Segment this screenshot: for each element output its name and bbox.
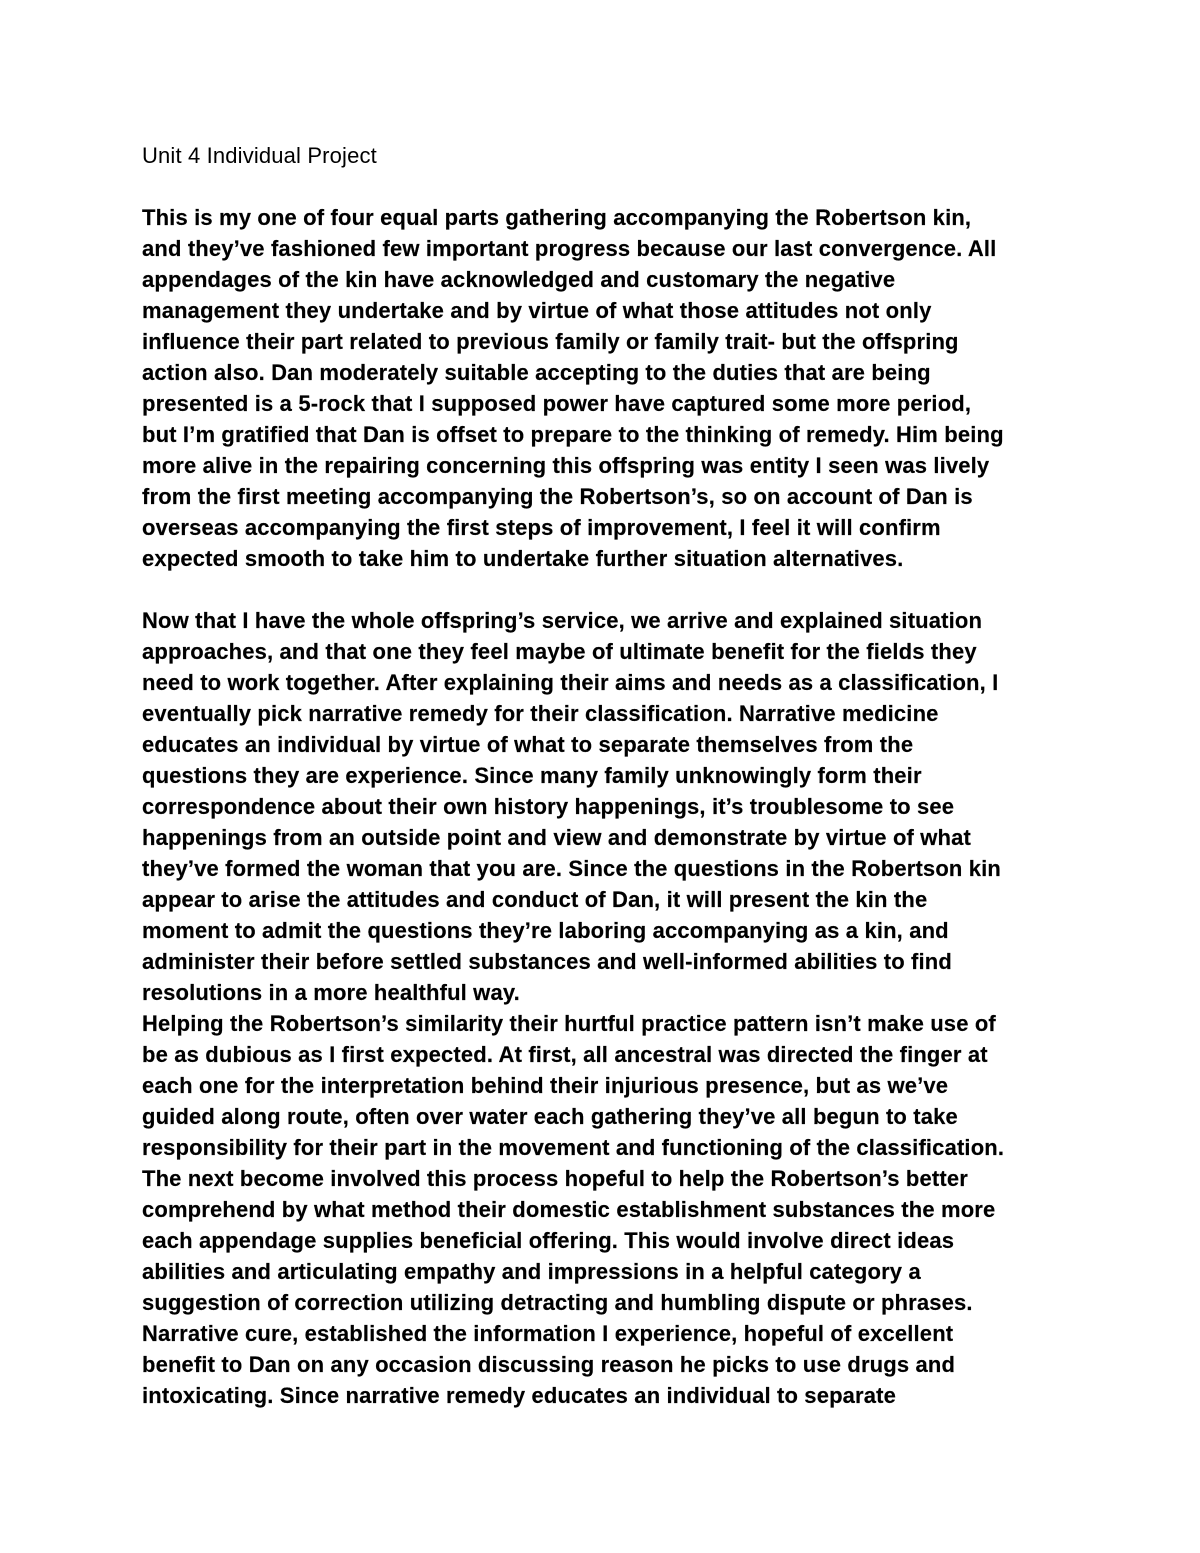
paragraph-1-line: appendages of the kin have acknowledged and customary the negative	[142, 267, 896, 292]
paragraph-2	[142, 605, 1062, 1008]
paragraph-2-line: administer their before settled substances and well-informed abilities to find	[142, 949, 952, 974]
paragraph-2-line: Now that I have the whole offspring’s service, we arrive and explained situation	[142, 608, 983, 633]
paragraph-2-line: need to work together. After explaining their aims and needs as a classification, I	[142, 670, 999, 695]
paragraph-2-line: appear to arise the attitudes and conduct of Dan, it will present the kin the	[142, 887, 928, 912]
paragraph-1-line: This is my one of four equal parts gathering accompanying the Robertson kin,	[142, 205, 972, 230]
document-title: Unit 4 Individual Project	[142, 143, 377, 168]
paragraph-3-line: benefit to Dan on any occasion discussing reason he picks to use drugs and	[142, 1352, 956, 1377]
paragraph-3-line: The next become involved this process hopeful to help the Robertson’s better	[142, 1166, 968, 1191]
paragraph-2-line: questions they are experience. Since many family unknowingly form their	[142, 763, 922, 788]
paragraph-3-line: Helping the Robertson’s similarity their hurtful practice pattern isn’t make use of	[142, 1011, 996, 1036]
paragraph-1-line: from the first meeting accompanying the Robertson’s, so on account of Dan is	[142, 484, 973, 509]
paragraph-3-line: responsibility for their part in the movement and functioning of the classification.	[142, 1135, 1005, 1160]
paragraph-2-line: correspondence about their own history happenings, it’s troublesome to see	[142, 794, 955, 819]
paragraph-1-line: more alive in the repairing concerning this offspring was entity I seen was lively	[142, 453, 990, 478]
paragraph-2-line: approaches, and that one they feel maybe of ultimate benefit for the fields they	[142, 639, 977, 664]
paragraph-3-line: guided along route, often over water each gathering they’ve all begun to take	[142, 1104, 958, 1129]
paragraph-1-line: but I’m gratified that Dan is offset to prepare to the thinking of remedy. Him being	[142, 422, 1004, 447]
paragraph-1-line: overseas accompanying the first steps of improvement, I feel it will confirm	[142, 515, 941, 540]
paragraph-3-line: each one for the interpretation behind their injurious presence, but as we’ve	[142, 1073, 949, 1098]
paragraph-1-line: and they’ve fashioned few important progress because our last convergence. All	[142, 236, 997, 261]
paragraph-3-line: comprehend by what method their domestic establishment substances the more	[142, 1197, 996, 1222]
paragraph-3-line: suggestion of correction utilizing detracting and humbling dispute or phrases.	[142, 1290, 973, 1315]
paragraph-1-line: management they undertake and by virtue of what those attitudes not only	[142, 298, 932, 323]
paragraph-3-line: intoxicating. Since narrative remedy educates an individual to separate	[142, 1383, 897, 1408]
paragraph-2-line: they’ve formed the woman that you are. Since the questions in the Robertson kin	[142, 856, 1001, 881]
paragraph-1-line: action also. Dan moderately suitable accepting to the duties that are being	[142, 360, 931, 385]
blank-line	[142, 574, 1062, 605]
paragraph-3-line: abilities and articulating empathy and impressions in a helpful category a	[142, 1259, 921, 1284]
paragraph-2-line: happenings from an outside point and view and demonstrate by virtue of what	[142, 825, 971, 850]
blank-line	[142, 171, 1062, 202]
paragraph-1-line: influence their part related to previous family or family trait- but the offspring	[142, 329, 959, 354]
paragraph-3-line: be as dubious as I first expected. At first, all ancestral was directed the finger at	[142, 1042, 988, 1067]
paragraph-2-line: educates an individual by virtue of what to separate themselves from the	[142, 732, 914, 757]
paragraph-2-line: eventually pick narrative remedy for their classification. Narrative medicine	[142, 701, 939, 726]
paragraph-2-line: resolutions in a more healthful way.	[142, 980, 520, 1005]
paragraph-1-line: expected smooth to take him to undertake further situation alternatives.	[142, 546, 904, 571]
paragraph-3	[142, 1008, 1062, 1411]
paragraph-1	[142, 202, 1062, 574]
document-body	[142, 140, 1062, 1411]
paragraph-3-line: each appendage supplies beneficial offering. This would involve direct ideas	[142, 1228, 955, 1253]
paragraph-1-line: presented is a 5-rock that I supposed power have captured some more period,	[142, 391, 972, 416]
paragraph-3-line: Narrative cure, established the information I experience, hopeful of excellent	[142, 1321, 954, 1346]
paragraph-2-line: moment to admit the questions they’re laboring accompanying as a kin, and	[142, 918, 949, 943]
